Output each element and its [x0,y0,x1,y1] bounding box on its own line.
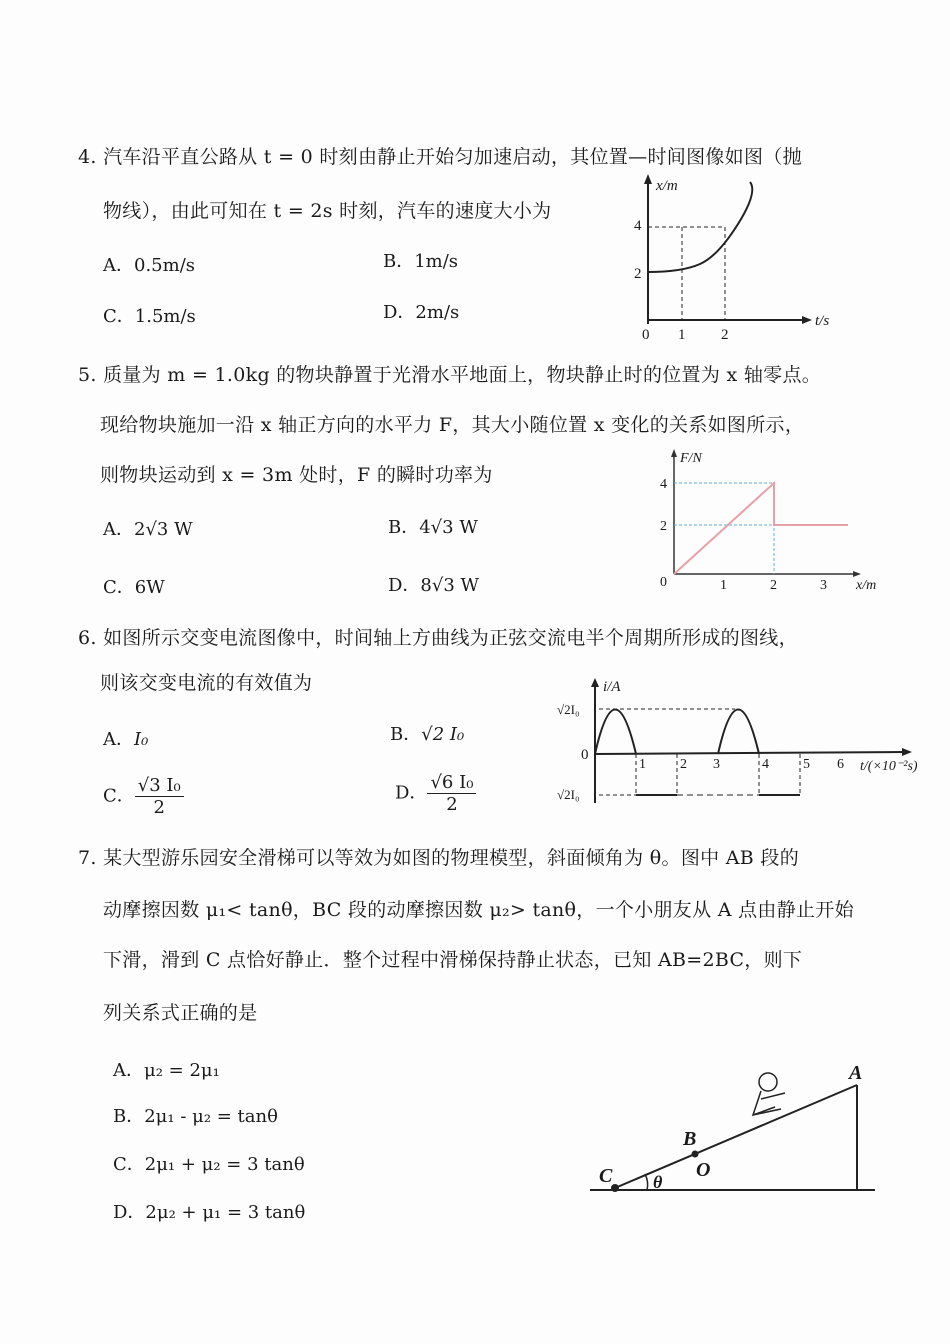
angle-theta-label: θ [653,1172,663,1192]
q5-line-3: 则物块运动到 x = 3m 处时，F 的瞬时功率为 [100,464,493,486]
q4-option-c: C．1.5m/s [103,306,196,327]
y-tick: 0 [660,575,667,590]
q5-force-position-graph [650,446,900,596]
x-tick: 3 [820,578,827,593]
q5-option-d: D．8√3 W [388,575,480,596]
q6-line-2: 则该交变电流的有效值为 [100,672,313,694]
y-tick-top: √2I₀ [557,702,580,717]
q5-option-a: A．2√3 W [103,519,193,540]
q5-option-c: C．6W [103,577,165,598]
t-tick: 1 [639,757,646,772]
point-c-label: C [599,1165,613,1187]
positive-half-wave [718,710,759,755]
y-tick: 4 [634,218,642,234]
q6-line-1: 6. 如图所示交变电流图像中，时间轴上方曲线为正弦交流电半个周期所形成的图线， [78,627,798,649]
q6-option-b: B．√2 I₀ [390,724,465,745]
origin-label: 0 [581,747,589,763]
q4-option-b: B．1m/s [383,251,459,272]
q7-option-a: A．μ₂ = 2μ₁ [113,1060,220,1081]
t-tick: 5 [803,757,810,772]
t-tick: 3 [713,757,720,772]
incline [615,1085,857,1188]
q6-current-time-graph [555,675,945,810]
t-tick: 2 [680,757,687,772]
x-tick: 0 [642,327,650,343]
y-tick: 2 [660,519,667,534]
q5-option-b: B．4√3 W [388,517,478,538]
t-tick: 4 [762,757,769,772]
q6-option-a: A．I₀ [103,729,149,750]
q7-line-3: 下滑，滑到 C 点恰好静止．整个过程中滑梯保持静止状态，已知 AB=2BC，则下 [103,949,803,971]
q7-slide-figure [585,1055,885,1200]
q7-option-d: D．2μ₂ + μ₁ = 3 tanθ [113,1202,306,1223]
x-tick: 2 [721,327,729,343]
q4-line-1: 4. 汽车沿平直公路从 t = 0 时刻由静止开始匀加速启动，其位置—时间图像如图（抛 [78,146,802,168]
x-tick: 1 [678,327,686,343]
y-axis-label: F/N [680,451,702,466]
point-o-label: O [696,1159,711,1181]
t-axis [595,752,905,754]
y-axis-label: x/m [656,178,678,194]
child-sliding-icon [753,1073,785,1115]
q6-option-d: D． $\frac{\text{√6 I₀}}{2}$ [395,772,476,815]
t-tick: 6 [837,757,844,772]
q7-line-1: 7. 某大型游乐园安全滑梯可以等效为如图的物理模型，斜面倾角为 θ。图中 AB 段的 [78,847,800,869]
x-tick: 2 [770,578,777,593]
q5-line-2: 现给物块施加一沿 x 轴正方向的水平力 F，其大小随位置 x 变化的关系如图所示， [100,414,805,436]
t-axis-label: t/(×10⁻²s) [860,759,918,774]
q7-option-c: C．2μ₁ + μ₂ = 3 tanθ [113,1154,305,1175]
q5-line-1: 5. 质量为 m = 1.0kg 的物块静置于光滑水平地面上，物块静止时的位置为 x 轴零点。 [78,364,822,386]
y-tick: 4 [660,477,667,492]
y-tick: 2 [634,266,642,282]
x-axis-label: x/m [856,578,877,593]
point-b-label: B [683,1128,697,1150]
q7-option-b: B．2μ₁ - μ₂ = tanθ [113,1106,278,1127]
point-a-label: A [849,1062,863,1084]
positive-half-wave [595,710,636,755]
q7-line-2: 动摩擦因数 μ₁< tanθ，BC 段的动摩擦因数 μ₂> tanθ，一个小朋友从 A 点由静止开始 [103,899,854,921]
force-line [674,483,848,574]
q7-line-4: 列关系式正确的是 [103,1002,258,1024]
q4-option-a: A．0.5m/s [103,255,195,276]
q4-line-2: 物线），由此可知在 t = 2s 时刻，汽车的速度大小为 [103,200,552,222]
y-axis-label: i/A [603,679,621,695]
q4-position-time-graph [620,172,840,347]
x-tick: 1 [720,578,727,593]
y-tick-bottom: √2I₀ [557,787,580,802]
q6-option-c: C． $\frac{\text{√3 I₀}}{2}$ [103,775,184,818]
q4-option-d: D．2m/s [383,302,460,323]
x-axis-label: t/s [815,313,830,329]
